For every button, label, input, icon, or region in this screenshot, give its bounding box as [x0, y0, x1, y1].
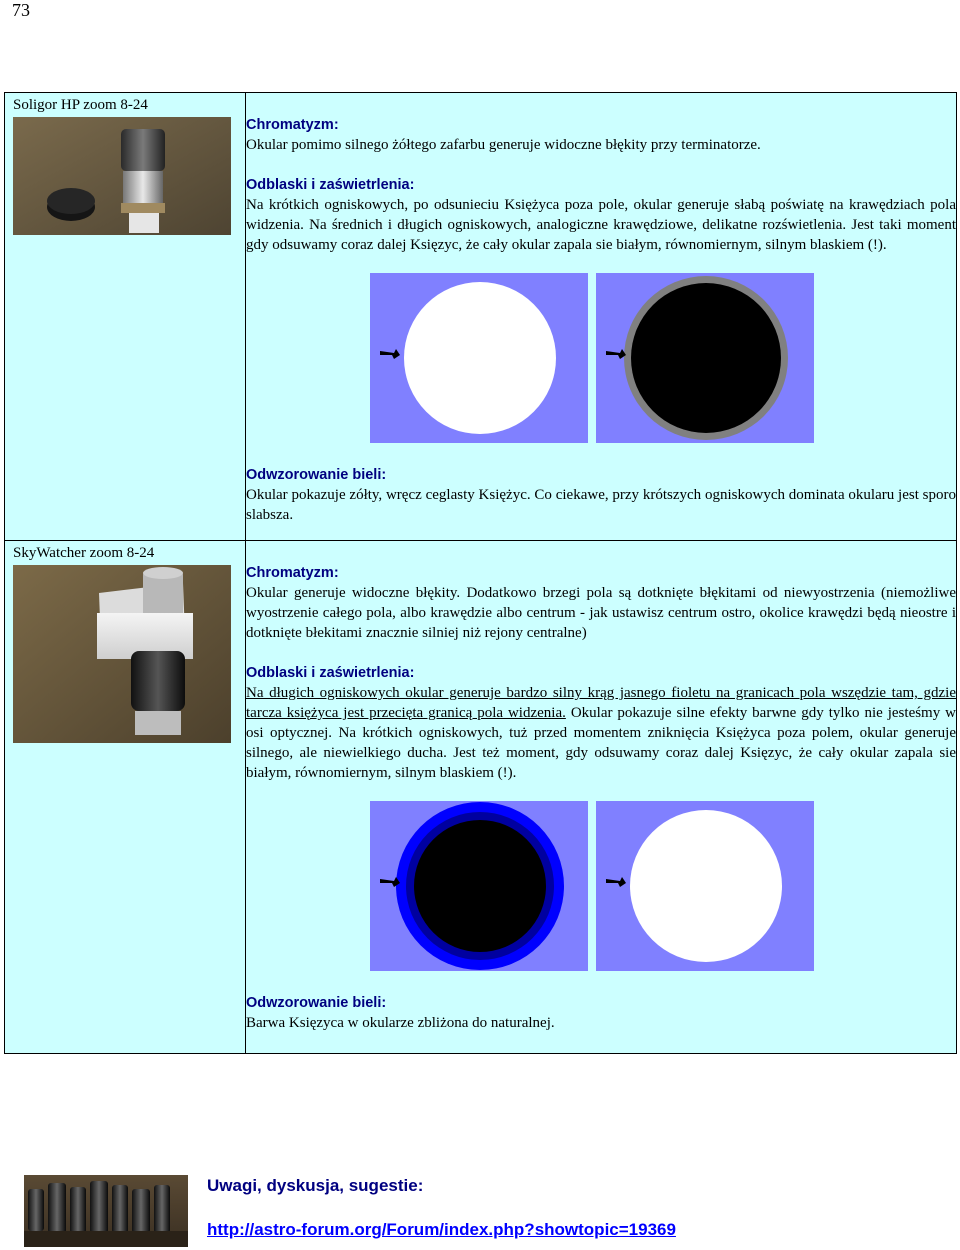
skywatcher-eyepiece-photo	[13, 565, 231, 743]
glare-text: Na krótkich ogniskowych, po odsunieciu Księżyca poza pole, okular generuje słabą poświatę na krawędziach pola widzenia. Na średnich i długich ogniskowych, analogiczne krawędziowe, delikatne rozświetlenia. Jest taki moment gdy odsuwamy coraz dalej Księzyc, że cały okular zapala sie białym, równomiernym, silnym blaskiem (!).	[246, 197, 956, 253]
page-number: 73	[12, 0, 30, 20]
glare-underlined-text: Na długich ogniskowych okular generuje bardzo silny krąg jasnego fioletu na granicach pola wszędzie tam, gdzie tarcza księżyca jest przecięta granicą pola widzenia.	[246, 685, 956, 721]
eyepiece-cell	[5, 93, 246, 541]
white-title: Odwzorowanie bieli:	[246, 467, 387, 483]
review-cell	[246, 541, 957, 1054]
soligor-eyepiece-photo	[13, 117, 231, 235]
simulation-images	[370, 801, 956, 971]
moon-simulation-violet-ring	[370, 801, 588, 971]
chromatism-title: Chromatyzm:	[246, 565, 339, 581]
white-text: Okular pokazuje zółty, wręcz ceglasty Księżyc. Co ciekawe, przy krótszych ogniskowych dominata okularu jest sporo slabsza.	[246, 487, 956, 523]
table-row	[5, 93, 957, 541]
white-title: Odwzorowanie bieli:	[246, 995, 387, 1011]
moon-simulation-white	[596, 801, 814, 971]
eyepiece-name: Soligor HP zoom 8-24	[13, 97, 148, 113]
moon-simulation-dark	[596, 273, 814, 443]
glare-title: Odblaski i zaświetrlenia:	[246, 177, 415, 193]
chromatism-text: Okular pomimo silnego żółtego zafarbu generuje widoczne błękity przy terminatorze.	[246, 137, 761, 153]
forum-link[interactable]: http://astro-forum.org/Forum/index.php?showtopic=19369	[207, 1220, 676, 1239]
white-text: Barwa Księzyca w okularze zbliżona do naturalnej.	[246, 1015, 555, 1031]
simulation-images	[370, 273, 956, 443]
eyepiece-name: SkyWatcher zoom 8-24	[13, 545, 155, 561]
comparison-table	[4, 92, 957, 1054]
table-row	[5, 541, 957, 1054]
moon-simulation-white	[370, 273, 588, 443]
review-cell	[246, 93, 957, 541]
chromatism-title: Chromatyzm:	[246, 117, 339, 133]
glare-paragraph	[246, 683, 956, 783]
eyepiece-cell	[5, 541, 246, 1054]
glare-text: Okular pokazuje silne efekty barwne gdy tylko nie jesteśmy w osi optycznej. Na krótkich ogniskowych, tuż przed momentem zniknięcia Księżyca poza polem, okular generuje silnego, ale niewielkiego ducha. Jest też moment, gdy odsuwamy coraz dalej Księzyc, że cały okular zapala sie białym, równomiernym, silnym blaskiem (!).	[246, 705, 956, 781]
chromatism-text: Okular generuje widoczne błękity. Dodatkowo brzegi pola są dotknięte błękitami od niewyostrzenia (niemożliwe wyostrzenie całego pola, albo krawędzie albo centrum - jak ustawisz centrum ostro, okolice krawędzi będą nieostre i dotknięte błekitami znacznie silniej niż rejony centralne)	[246, 585, 956, 641]
footer-title: Uwagi, dyskusja, sugestie:	[207, 1176, 424, 1195]
glare-title: Odblaski i zaświetrlenia:	[246, 665, 415, 681]
eyepieces-collection-photo	[24, 1175, 188, 1247]
